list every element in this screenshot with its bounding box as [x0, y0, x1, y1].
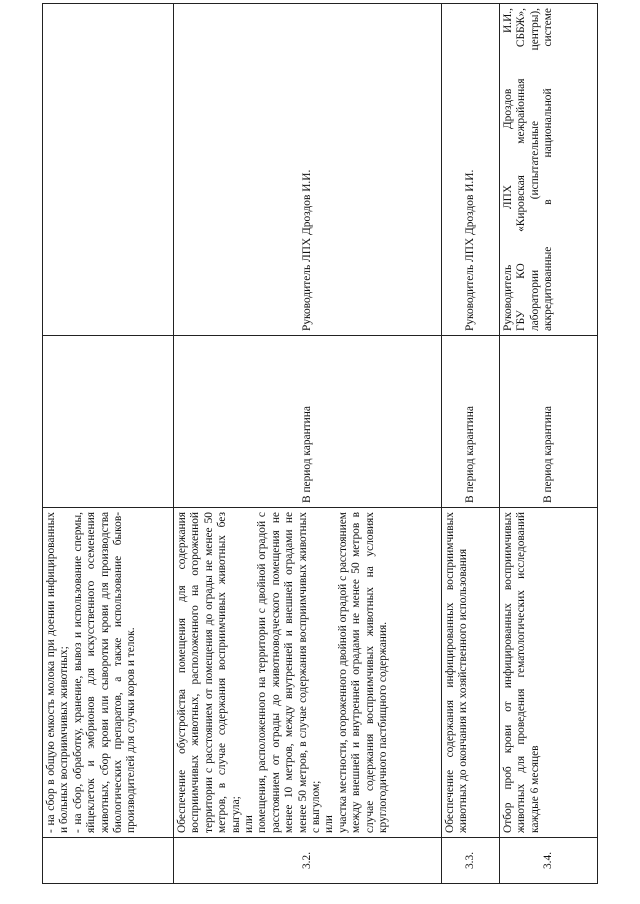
responsible-line: Руководитель ЛПХ Дроздов И.И.,: [502, 8, 514, 331]
responsible-line: лаборатории (испытательные центры),: [528, 8, 541, 331]
table-row: [500, 4, 598, 884]
measure-paragraph: Отбор проб крови от инфицированных восприимчивых животных для проведения гематологических исследований каждые 6 месяцев: [502, 512, 541, 833]
measure-paragraph: или: [243, 815, 256, 833]
term-cell: В период карантина: [442, 336, 500, 508]
measure-paragraph: - на сбор в общую емкость молока при доении инфицированных и больных восприимчивых животных;: [45, 512, 71, 833]
row-number: 3.2.: [174, 838, 442, 884]
term-cell: [43, 336, 174, 508]
measure-cell: [174, 508, 442, 838]
row-number: 3.4.: [500, 838, 598, 884]
measure-cell: [442, 508, 500, 838]
table-row: [442, 4, 500, 884]
responsible-cell: [43, 4, 174, 336]
rotated-page: [42, 4, 597, 884]
responsible-cell: [500, 4, 598, 336]
term-cell: В период карантина: [174, 336, 442, 508]
row-number: 3.3.: [442, 838, 500, 884]
measure-cell: [500, 508, 598, 838]
responsible-line: аккредитованные в национальной системе: [542, 8, 555, 331]
table-row: [43, 4, 174, 884]
measures-table: [42, 3, 598, 884]
responsible-line: ГБУ КО «Кировская межрайонная СББЖ»,: [515, 8, 528, 331]
table-row: [174, 4, 442, 884]
term-cell: В период карантина: [500, 336, 598, 508]
measure-paragraph: участка местности, огороженного двойной оградой с расстоянием между внешней и внутренней оградами не менее 50 метров в случае содержания восприимчивых животных на условиях круглогодичного пастбищного содержания.: [336, 512, 390, 833]
responsible-cell: Руководитель ЛПХ Дроздов И.И.: [442, 4, 500, 336]
measure-paragraph: помещения, расположенного на территории с двойной оградой с расстоянием от ограды до животноводческого помещения не менее 10 метров, между внутренней и внешней оградами не менее 50 метров, в случае содержания восприимчивых животных с выгулом;: [256, 512, 323, 833]
measure-paragraph: Обеспечение обустройства помещения для содержания восприимчивых животных, расположенного на огороженной территории с расстоянием от помещения до ограды не менее 50 метров, в случае содержания восприимчивых животных без выгула;: [176, 512, 242, 833]
row-number: [43, 838, 174, 884]
responsible-cell: Руководитель ЛПХ Дроздов И.И.: [174, 4, 442, 336]
measure-cell: [43, 508, 174, 838]
measure-paragraph: или: [323, 815, 336, 833]
measure-paragraph: - на сбор, обработку, хранение, вывоз и использование спермы, яйцеклеток и эмбрионов для искусственного осеменения животных, сбор крови или сыворотки крови для производства биологических препаратов, а также использование быков-производителей для случки коров и телок.: [71, 512, 138, 833]
measure-paragraph: Обеспечение содержания инфицированных восприимчивых животных до окончания их хозяйственного использования: [444, 512, 470, 833]
